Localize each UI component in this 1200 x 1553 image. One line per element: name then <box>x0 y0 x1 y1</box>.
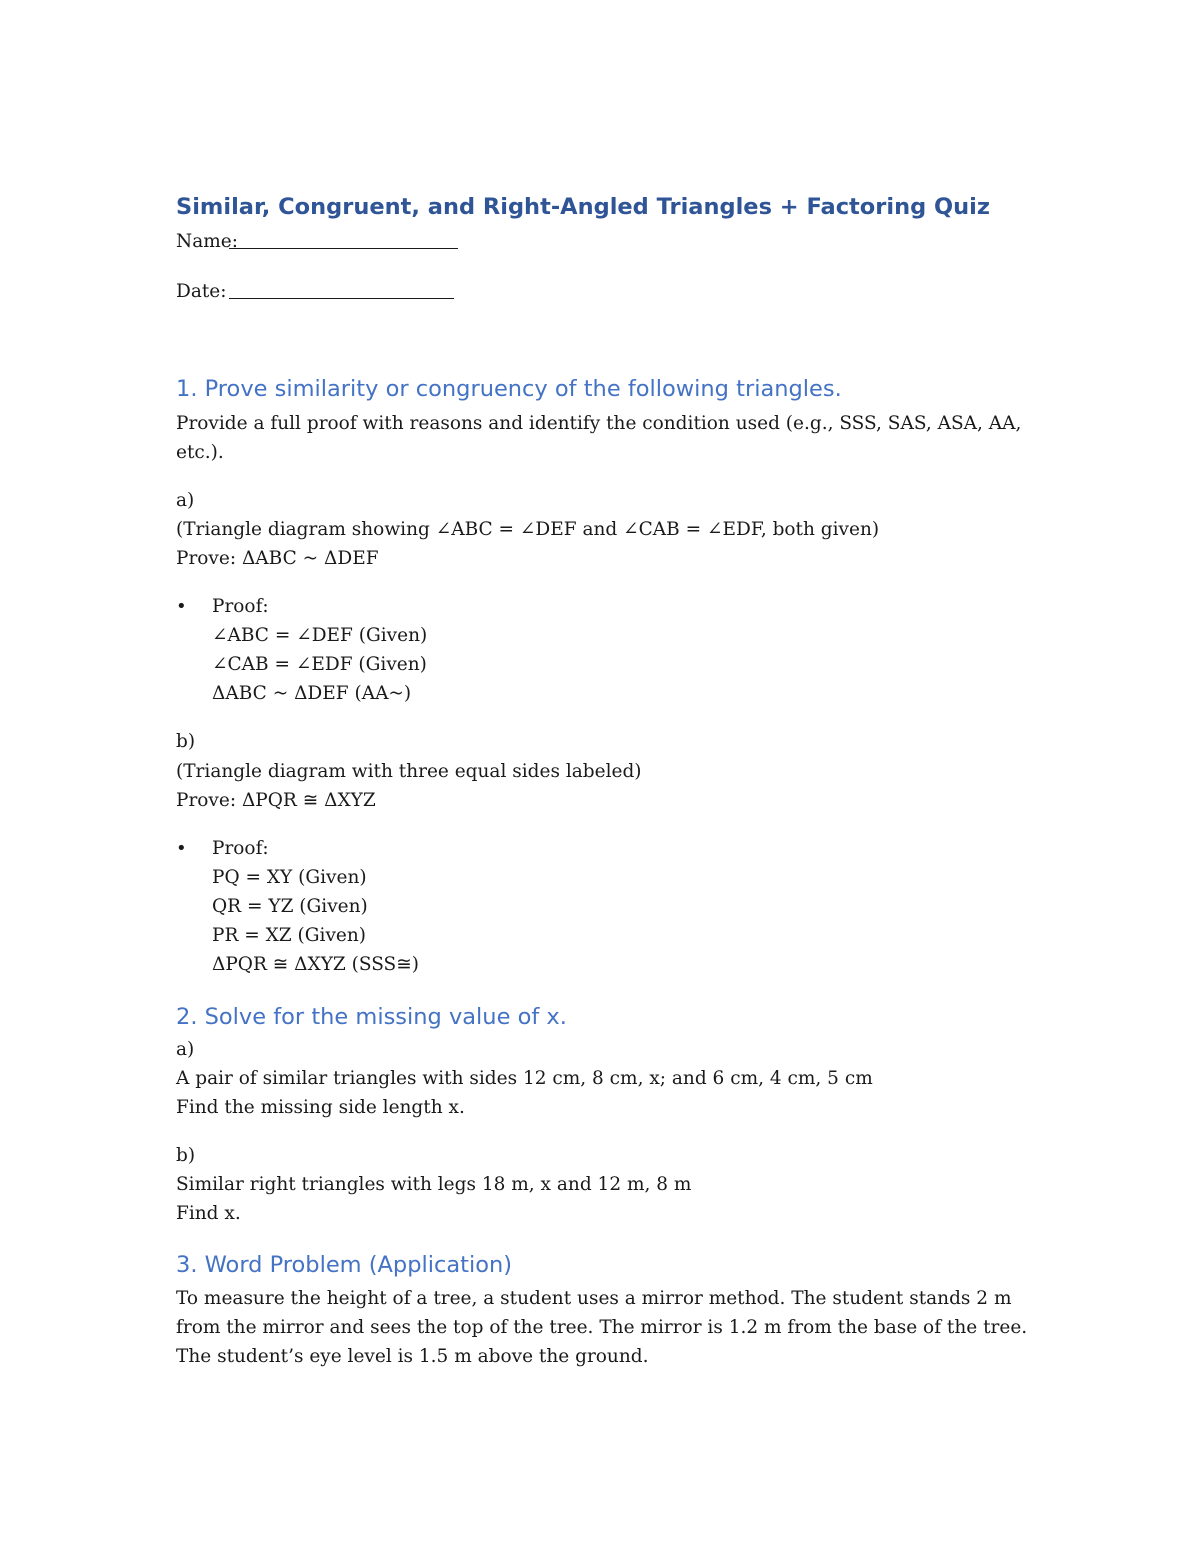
q2-heading: 2. Solve for the missing value of x. <box>176 1004 567 1030</box>
q1b-prove: Prove: ΔPQR ≅ ΔXYZ <box>176 790 376 811</box>
q2a-line2: Find the missing side length x. <box>176 1097 465 1118</box>
q1b-proof-step: PQ = XY (Given) <box>212 867 367 888</box>
q1b-label: b) <box>176 731 196 752</box>
name-blank[interactable] <box>229 248 458 249</box>
bullet-icon: • <box>176 838 187 859</box>
q2a-label: a) <box>176 1039 195 1060</box>
q2b-line2: Find x. <box>176 1203 241 1224</box>
q1b-diagram-note: (Triangle diagram with three equal sides labeled) <box>176 761 642 782</box>
date-blank[interactable] <box>229 298 454 299</box>
date-label: Date: <box>176 281 227 302</box>
q1b-proof-step: ΔPQR ≅ ΔXYZ (SSS≅) <box>212 954 419 975</box>
q1a-prove: Prove: ΔABC ~ ΔDEF <box>176 548 379 569</box>
q1b-proof-step: PR = XZ (Given) <box>212 925 366 946</box>
q1-heading: 1. Prove similarity or congruency of the following triangles. <box>176 376 842 402</box>
q2b-line1: Similar right triangles with legs 18 m, x and 12 m, 8 m <box>176 1174 692 1195</box>
q1-instruction-line1: Provide a full proof with reasons and identify the condition used (e.g., SSS, SAS, ASA, AA, <box>176 413 1022 434</box>
q1b-proof-label: Proof: <box>212 838 269 859</box>
q1a-proof-step: ∠CAB = ∠EDF (Given) <box>212 654 427 675</box>
q1b-proof-step: QR = YZ (Given) <box>212 896 368 917</box>
q3-text-line: from the mirror and sees the top of the tree. The mirror is 1.2 m from the base of the tree. <box>176 1317 1028 1338</box>
q3-text-line: The student’s eye level is 1.5 m above the ground. <box>176 1346 649 1367</box>
quiz-title: Similar, Congruent, and Right-Angled Triangles + Factoring Quiz <box>176 194 990 220</box>
q2a-line1: A pair of similar triangles with sides 12 cm, 8 cm, x; and 6 cm, 4 cm, 5 cm <box>176 1068 873 1089</box>
name-label: Name: <box>176 231 238 252</box>
q2b-label: b) <box>176 1145 196 1166</box>
q1a-proof-step: ∠ABC = ∠DEF (Given) <box>212 625 428 646</box>
q1-instruction-line2: etc.). <box>176 442 224 463</box>
q1a-label: a) <box>176 490 195 511</box>
q1a-proof-label: Proof: <box>212 596 269 617</box>
q1a-diagram-note: (Triangle diagram showing ∠ABC = ∠DEF and ∠CAB = ∠EDF, both given) <box>176 519 880 540</box>
q3-heading: 3. Word Problem (Application) <box>176 1252 513 1278</box>
q1a-proof-step: ΔABC ~ ΔDEF (AA~) <box>212 683 412 704</box>
bullet-icon: • <box>176 596 187 617</box>
q3-text-line: To measure the height of a tree, a student uses a mirror method. The student stands 2 m <box>176 1288 1012 1309</box>
